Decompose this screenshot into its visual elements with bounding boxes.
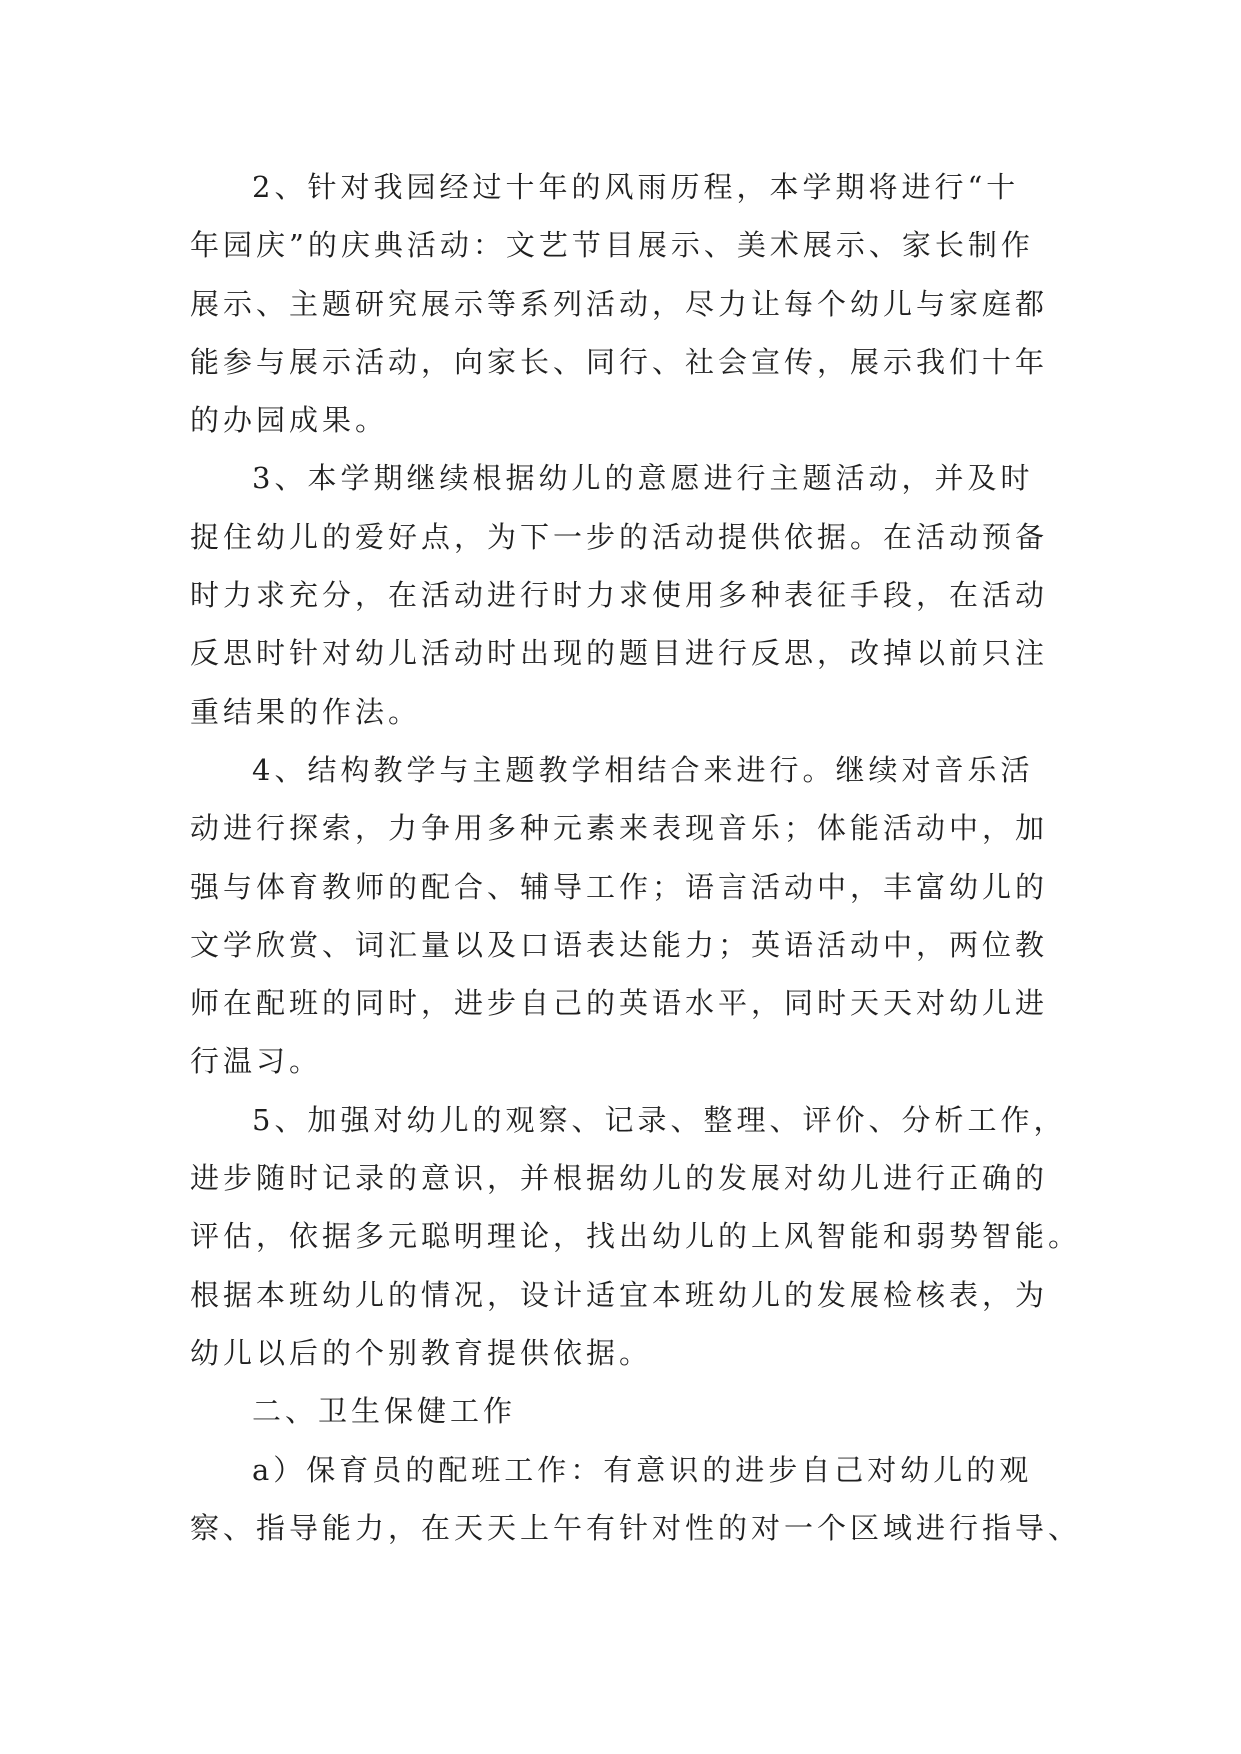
text-line: 反思时针对幼儿活动时出现的题目进行反思，改掉以前只注 <box>190 636 1049 671</box>
text-line: 重结果的作法。 <box>190 694 422 729</box>
text-line: 捉住幼儿的爱好点，为下一步的活动提供依据。在活动预备 <box>190 519 1049 554</box>
paragraph-item-5 <box>190 1091 1082 1382</box>
text-line: 3、本学期继续根据幼儿的意愿进行主题活动，并及时 <box>252 461 1034 496</box>
text-line: 评估，依据多元聪明理论，找出幼儿的上风智能和弱势智能。 <box>190 1219 1082 1254</box>
text-line: 进步随时记录的意识，并根据幼儿的发展对幼儿进行正确的 <box>190 1161 1049 1196</box>
text-line: 根据本班幼儿的情况，设计适宜本班幼儿的发展检核表，为 <box>190 1277 1049 1312</box>
document-body <box>190 158 1082 1557</box>
text-line: 5、加强对幼儿的观察、记录、整理、评价、分析工作， <box>252 1102 1067 1137</box>
text-line: 师在配班的同时，进步自己的英语水平，同时天天对幼儿进 <box>190 986 1049 1021</box>
text-line: 2、针对我园经过十年的风雨历程，本学期将进行“十 <box>252 170 1020 204</box>
paragraph-item-3 <box>190 449 1060 740</box>
text-line: 年园庆”的庆典活动：文艺节目展示、美术展示、家长制作 <box>190 228 1034 263</box>
text-line: 察、指导能力，在天天上午有针对性的对一个区域进行指导、 <box>190 1510 1082 1545</box>
paragraph-item-2 <box>190 158 1060 449</box>
text-line: 时力求充分，在活动进行时力求使用多种表征手段，在活动 <box>190 578 1049 613</box>
text-line: 展示、主题研究展示等系列活动，尽力让每个幼儿与家庭都 <box>190 286 1049 321</box>
text-line: 动进行探索，力争用多种元素来表现音乐；体能活动中，加 <box>190 811 1049 846</box>
text-line: 的办园成果。 <box>190 403 389 438</box>
text-line: 幼儿以后的个别教育提供依据。 <box>190 1335 653 1370</box>
paragraph-item-4 <box>190 741 1060 1091</box>
section-heading <box>190 1382 1060 1440</box>
section-heading-text: 二、卫生保健工作 <box>252 1394 517 1429</box>
text-line: 4、结构教学与主题教学相结合来进行。继续对音乐活 <box>252 752 1034 787</box>
text-line: 文学欣赏、词汇量以及口语表达能力；英语活动中，两位教 <box>190 927 1049 962</box>
text-line: 强与体育教师的配合、辅导工作；语言活动中，丰富幼儿的 <box>190 869 1049 904</box>
paragraph-item-a <box>190 1441 1082 1558</box>
text-line: 行温习。 <box>190 1044 323 1079</box>
text-line: a）保育员的配班工作：有意识的进步自己对幼儿的观 <box>252 1452 1033 1487</box>
text-line: 能参与展示活动，向家长、同行、社会宣传，展示我们十年 <box>190 344 1049 379</box>
